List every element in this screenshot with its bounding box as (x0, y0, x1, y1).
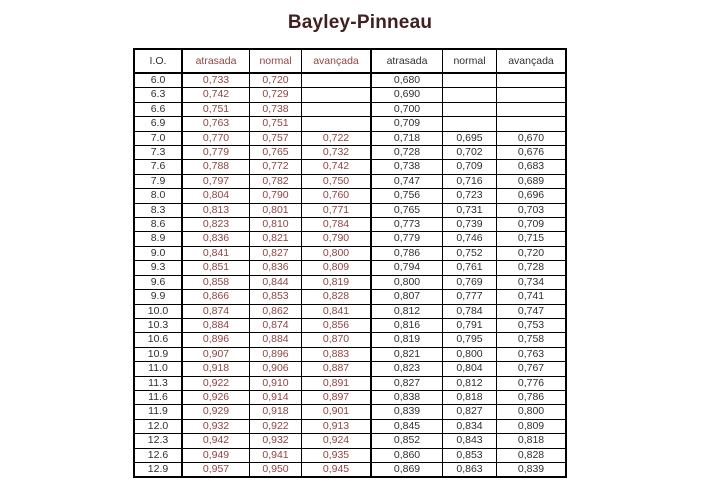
table-cell: 0,790 (302, 232, 372, 246)
table-cell: 0,957 (182, 462, 250, 477)
table-cell: 0,795 (443, 333, 497, 347)
table-row (134, 376, 566, 390)
table-cell: 0,773 (371, 218, 443, 232)
table-cell: 0,922 (250, 419, 302, 433)
column-header-5: normal (443, 49, 497, 73)
table-cell: 7.9 (134, 174, 182, 188)
table-cell (302, 117, 372, 131)
table-cell: 0,741 (497, 290, 567, 304)
table-cell: 0,716 (443, 174, 497, 188)
table-cell: 0,929 (182, 405, 250, 419)
table-cell: 0,870 (302, 333, 372, 347)
table-cell: 12.3 (134, 434, 182, 448)
table-cell: 0,752 (443, 246, 497, 260)
table-row (134, 390, 566, 404)
table-cell: 12.6 (134, 448, 182, 462)
table-cell: 0,776 (497, 376, 567, 390)
table-cell: 12.9 (134, 462, 182, 477)
table-cell: 0,722 (302, 131, 372, 145)
table-cell: 0,720 (497, 246, 567, 260)
table-row (134, 405, 566, 419)
table-cell: 0,813 (182, 203, 250, 217)
table-cell: 0,866 (182, 290, 250, 304)
table-cell: 7.6 (134, 160, 182, 174)
table-row (134, 434, 566, 448)
table-cell: 0,784 (302, 218, 372, 232)
table-cell: 0,747 (497, 304, 567, 318)
table-cell: 0,786 (371, 246, 443, 260)
table-cell: 0,718 (371, 131, 443, 145)
table-cell: 0,836 (182, 232, 250, 246)
table-cell: 0,932 (182, 419, 250, 433)
table-cell: 0,897 (302, 390, 372, 404)
table-cell: 0,818 (443, 390, 497, 404)
table-cell: 0,765 (371, 203, 443, 217)
table-cell: 0,728 (497, 261, 567, 275)
table-cell: 0,779 (371, 232, 443, 246)
table-cell: 0,758 (497, 333, 567, 347)
table-cell: 0,794 (371, 261, 443, 275)
table-cell (302, 73, 372, 88)
table-cell: 0,777 (443, 290, 497, 304)
table-cell: 0,828 (302, 290, 372, 304)
table-cell: 0,874 (250, 318, 302, 332)
table-cell (443, 73, 497, 88)
table-cell: 0,883 (302, 347, 372, 361)
table-cell: 0,723 (443, 189, 497, 203)
table-cell: 0,690 (371, 88, 443, 102)
table-cell: 6.9 (134, 117, 182, 131)
table-cell (497, 102, 567, 116)
table-cell: 0,709 (497, 218, 567, 232)
table-cell: 11.3 (134, 376, 182, 390)
table-cell: 0,791 (443, 318, 497, 332)
table-cell: 9.6 (134, 275, 182, 289)
table-cell: 0,945 (302, 462, 372, 477)
column-header-6: avançada (497, 49, 567, 73)
table-row (134, 275, 566, 289)
table-cell (497, 88, 567, 102)
table-cell (443, 102, 497, 116)
table-cell: 0,891 (302, 376, 372, 390)
table-row (134, 232, 566, 246)
table-cell (443, 88, 497, 102)
table-cell: 0,845 (371, 419, 443, 433)
table-cell (443, 117, 497, 131)
table-cell: 11.6 (134, 390, 182, 404)
table-cell: 0,841 (182, 246, 250, 260)
page (0, 12, 720, 478)
table-cell: 0,732 (302, 146, 372, 160)
table-cell: 0,863 (443, 462, 497, 477)
table-row (134, 347, 566, 361)
table-cell: 0,949 (182, 448, 250, 462)
table-cell (302, 88, 372, 102)
table-cell: 0,809 (497, 419, 567, 433)
table-cell: 0,767 (497, 362, 567, 376)
table-cell: 0,769 (443, 275, 497, 289)
table-cell: 9.9 (134, 290, 182, 304)
table-cell: 8.9 (134, 232, 182, 246)
table-cell: 0,812 (371, 304, 443, 318)
table-cell: 0,784 (443, 304, 497, 318)
table-cell: 0,771 (302, 203, 372, 217)
table-cell: 0,932 (250, 434, 302, 448)
table-cell: 0,869 (371, 462, 443, 477)
table-row (134, 290, 566, 304)
table-cell: 0,696 (497, 189, 567, 203)
table-cell: 0,807 (371, 290, 443, 304)
table-cell: 8.0 (134, 189, 182, 203)
table-cell: 0,720 (250, 73, 302, 88)
table-row (134, 362, 566, 376)
table-cell: 0,770 (182, 131, 250, 145)
table-cell: 0,715 (497, 232, 567, 246)
table-row (134, 189, 566, 203)
table-cell: 0,907 (182, 347, 250, 361)
table-cell: 0,760 (302, 189, 372, 203)
table-cell: 0,828 (497, 448, 567, 462)
table-cell: 0,729 (250, 88, 302, 102)
table-cell: 0,823 (371, 362, 443, 376)
table-cell: 0,779 (182, 146, 250, 160)
table-row (134, 448, 566, 462)
table-cell: 0,757 (250, 131, 302, 145)
table-cell: 0,827 (443, 405, 497, 419)
table-row (134, 304, 566, 318)
table-row (134, 203, 566, 217)
table-cell: 0,809 (302, 261, 372, 275)
table-cell: 0,756 (371, 189, 443, 203)
table-cell: 0,695 (443, 131, 497, 145)
table-cell: 0,742 (302, 160, 372, 174)
table-cell: 0,896 (182, 333, 250, 347)
table-cell: 8.3 (134, 203, 182, 217)
table-cell: 0,747 (371, 174, 443, 188)
table-row (134, 462, 566, 477)
table-cell: 0,753 (497, 318, 567, 332)
table-cell: 0,797 (182, 174, 250, 188)
table-cell: 0,860 (371, 448, 443, 462)
table-cell: 0,839 (497, 462, 567, 477)
header-row (134, 49, 566, 73)
table-cell (497, 117, 567, 131)
table-row (134, 246, 566, 260)
table-cell: 10.3 (134, 318, 182, 332)
table-cell: 0,676 (497, 146, 567, 160)
table-cell: 0,941 (250, 448, 302, 462)
table-cell (302, 102, 372, 116)
table-cell: 0,862 (250, 304, 302, 318)
table-row (134, 218, 566, 232)
table-cell: 0,901 (302, 405, 372, 419)
table-cell: 0,918 (182, 362, 250, 376)
table-body (134, 73, 566, 477)
table-cell: 0,844 (250, 275, 302, 289)
table-cell: 0,788 (182, 160, 250, 174)
table-cell: 0,739 (443, 218, 497, 232)
table-cell: 0,804 (182, 189, 250, 203)
table-cell: 0,816 (371, 318, 443, 332)
column-header-0: I.O. (134, 49, 182, 73)
table-cell: 0,950 (250, 462, 302, 477)
table-cell: 6.0 (134, 73, 182, 88)
table-cell: 0,728 (371, 146, 443, 160)
table-cell: 0,734 (497, 275, 567, 289)
table-cell: 0,858 (182, 275, 250, 289)
table-cell: 0,874 (182, 304, 250, 318)
table-cell: 0,709 (371, 117, 443, 131)
table-cell: 0,918 (250, 405, 302, 419)
table-cell: 9.3 (134, 261, 182, 275)
table-cell: 0,800 (302, 246, 372, 260)
column-header-1: atrasada (182, 49, 250, 73)
table-cell: 0,838 (371, 390, 443, 404)
table-cell: 0,819 (371, 333, 443, 347)
table-row (134, 73, 566, 88)
table-cell: 0,827 (250, 246, 302, 260)
table-cell: 0,852 (371, 434, 443, 448)
table-cell: 0,800 (443, 347, 497, 361)
table-cell: 0,700 (371, 102, 443, 116)
table-cell: 10.9 (134, 347, 182, 361)
table-cell: 6.3 (134, 88, 182, 102)
table-row (134, 88, 566, 102)
table-cell: 0,800 (371, 275, 443, 289)
table-cell: 0,689 (497, 174, 567, 188)
table-cell: 0,763 (182, 117, 250, 131)
table-cell: 10.6 (134, 333, 182, 347)
table-cell: 0,801 (250, 203, 302, 217)
table-cell: 0,942 (182, 434, 250, 448)
table-cell: 0,733 (182, 73, 250, 88)
page-title: Bayley-Pinneau (287, 12, 433, 33)
bayley-pinneau-table (133, 48, 567, 478)
table-cell: 0,818 (497, 434, 567, 448)
table-cell: 0,821 (371, 347, 443, 361)
table-cell: 0,853 (443, 448, 497, 462)
table-cell: 0,772 (250, 160, 302, 174)
table-cell: 0,843 (443, 434, 497, 448)
table-cell: 0,856 (302, 318, 372, 332)
table-cell: 0,896 (250, 347, 302, 361)
table-cell: 0,887 (302, 362, 372, 376)
table-cell: 0,884 (250, 333, 302, 347)
table-cell: 0,751 (182, 102, 250, 116)
table-cell: 0,884 (182, 318, 250, 332)
table-cell: 0,763 (497, 347, 567, 361)
table-cell: 11.0 (134, 362, 182, 376)
table-cell: 0,823 (182, 218, 250, 232)
table-cell: 0,746 (443, 232, 497, 246)
table-cell: 0,790 (250, 189, 302, 203)
table-cell: 0,800 (497, 405, 567, 419)
table-row (134, 160, 566, 174)
table-cell: 0,853 (250, 290, 302, 304)
table-cell: 6.6 (134, 102, 182, 116)
table-cell: 0,841 (302, 304, 372, 318)
table-cell: 0,751 (250, 117, 302, 131)
table-cell: 0,750 (302, 174, 372, 188)
table-cell: 0,935 (302, 448, 372, 462)
table-cell: 0,742 (182, 88, 250, 102)
table-head (134, 49, 566, 73)
table-row (134, 261, 566, 275)
column-header-3: avançada (302, 49, 372, 73)
table-cell: 0,680 (371, 73, 443, 88)
table-cell: 0,709 (443, 160, 497, 174)
table-cell: 0,670 (497, 131, 567, 145)
table-cell: 0,821 (250, 232, 302, 246)
table-cell: 0,924 (302, 434, 372, 448)
table-cell: 0,703 (497, 203, 567, 217)
table-row (134, 146, 566, 160)
table-row (134, 419, 566, 433)
table-cell: 0,827 (371, 376, 443, 390)
table-cell: 7.3 (134, 146, 182, 160)
table-cell: 0,839 (371, 405, 443, 419)
table-cell: 0,922 (182, 376, 250, 390)
table-cell: 7.0 (134, 131, 182, 145)
table-cell: 0,782 (250, 174, 302, 188)
table-cell: 0,683 (497, 160, 567, 174)
table-cell: 0,702 (443, 146, 497, 160)
table-cell: 10.0 (134, 304, 182, 318)
column-header-2: normal (250, 49, 302, 73)
table-cell: 0,761 (443, 261, 497, 275)
table-row (134, 117, 566, 131)
table-cell: 11.9 (134, 405, 182, 419)
table-cell: 0,851 (182, 261, 250, 275)
table-row (134, 102, 566, 116)
table-cell: 8.6 (134, 218, 182, 232)
table-cell: 0,810 (250, 218, 302, 232)
table-cell: 9.0 (134, 246, 182, 260)
table-cell: 0,914 (250, 390, 302, 404)
column-header-4: atrasada (371, 49, 443, 73)
table-cell: 0,906 (250, 362, 302, 376)
table-cell: 0,765 (250, 146, 302, 160)
table-row (134, 318, 566, 332)
table-cell: 0,738 (371, 160, 443, 174)
table-cell: 12.0 (134, 419, 182, 433)
table-cell: 0,834 (443, 419, 497, 433)
table-cell: 0,819 (302, 275, 372, 289)
table-cell: 0,926 (182, 390, 250, 404)
table-cell: 0,910 (250, 376, 302, 390)
table-cell: 0,836 (250, 261, 302, 275)
table-cell: 0,738 (250, 102, 302, 116)
table-cell: 0,786 (497, 390, 567, 404)
table-cell: 0,804 (443, 362, 497, 376)
table-cell: 0,812 (443, 376, 497, 390)
table-row (134, 131, 566, 145)
table-cell: 0,731 (443, 203, 497, 217)
table-cell: 0,913 (302, 419, 372, 433)
table-cell (497, 73, 567, 88)
table-row (134, 333, 566, 347)
table-row (134, 174, 566, 188)
